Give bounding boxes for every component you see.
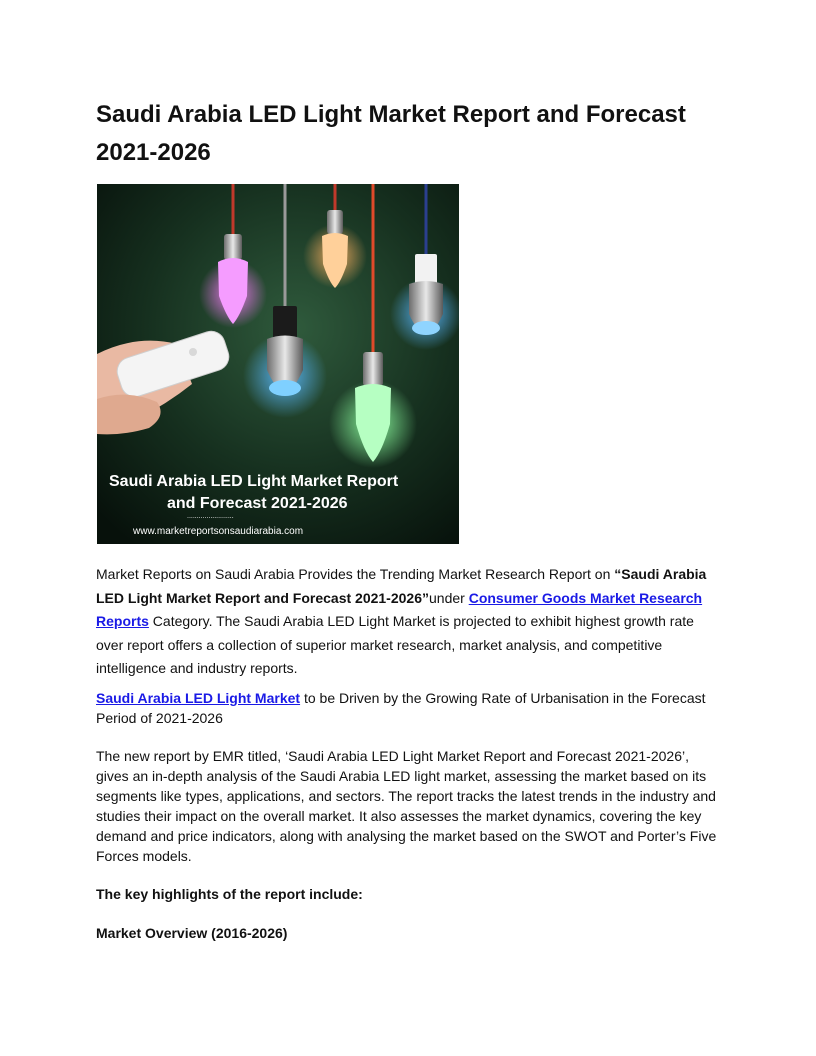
intro-under: under xyxy=(429,589,469,606)
led-light-market-link[interactable]: Saudi Arabia LED Light Market xyxy=(96,690,301,706)
page-title: Saudi Arabia LED Light Market Report and Forecast 2021-2026 xyxy=(96,101,686,166)
hero-caption-url: www.marketreportsonsaudiarabia.com xyxy=(133,526,304,537)
hero-caption-line1: Saudi Arabia LED Light Market Report xyxy=(109,473,399,490)
intro-lead: Market Reports on Saudi Arabia Provides the Trending Market Research Report on xyxy=(96,566,615,582)
driver-rest: to be Driven by the Growing Rate of Urbanisation in the Forecast Period of 2021-2026 xyxy=(96,690,706,726)
led-bulbs-illustration xyxy=(97,184,459,544)
hero-caption-dots: ........................ xyxy=(187,513,234,520)
hero-caption-line2: and Forecast 2021-2026 xyxy=(167,495,348,512)
intro-rest: Category. The Saudi Arabia LED Light Market is projected to exhibit highest growth rate over report offers a collection of superior market research, market analysis, and competitive intelligence and industry reports. xyxy=(96,613,694,676)
key-highlights-heading: The key highlights of the report include: xyxy=(96,886,363,902)
intro-report-title: “Saudi Arabia LED Light Market Report and Forecast 2021-2026” xyxy=(96,566,707,606)
consumer-goods-category-link[interactable]: Consumer Goods Market Research Reports xyxy=(96,589,703,629)
hero-image xyxy=(97,184,459,544)
driver-paragraph xyxy=(96,688,721,728)
market-overview-heading: Market Overview (2016-2026) xyxy=(96,925,288,941)
intro-paragraph xyxy=(96,563,721,681)
report-description-paragraph: The new report by EMR titled, ‘Saudi Arabia LED Light Market Report and Forecast 2021-2026’, gives an in-depth analysis of the Saudi Arabia LED light market, assessing the market based on its segments like types, applications, and sectors. The report tracks the latest trends in the industry and studies their impact on the overall market. It also assesses the market dynamics, covering the key demand and price indicators, along with analysing the market based on the SWOT and Porter’s Five Forces models. xyxy=(96,748,717,864)
